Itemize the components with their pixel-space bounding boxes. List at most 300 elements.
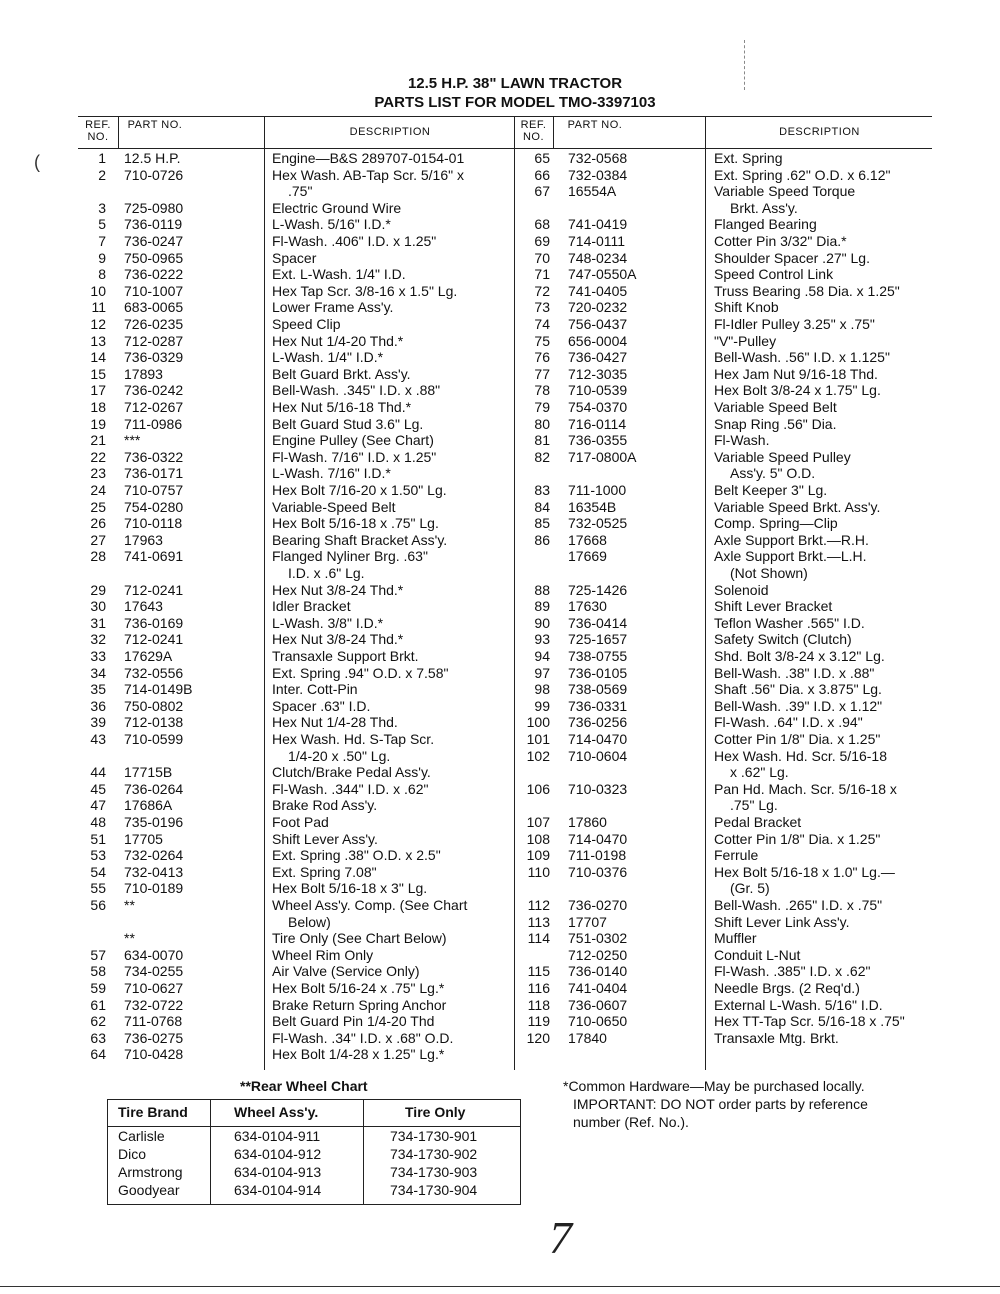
table-row [78,980,932,997]
part-no: 710-0376 [568,863,628,880]
table-top-border [78,116,932,117]
description: Variable-Speed Belt [272,498,396,515]
description: Ext. Spring .38" O.D. x 2.5" [272,847,441,864]
ref-no: 15 [90,365,106,382]
part-no: *** [124,432,141,449]
ref-no: 14 [90,349,106,366]
ref-no: 112 [527,897,550,913]
part-no: 710-0726 [124,166,184,183]
description: Transaxle Support Brkt. [272,648,419,664]
table-row [78,914,932,931]
description: Electric Ground Wire [272,199,402,216]
description: Engine Pulley (See Chart) [272,432,434,449]
ref-no: 2 [98,166,106,183]
wheel-chart-brand: Armstrong [118,1164,183,1180]
part-no: 683-0065 [124,299,184,316]
ref-no: 100 [526,714,550,731]
description: Variable Speed Pulley [714,448,851,465]
wheel-chart-wheel-assy: 634-0104-914 [234,1182,322,1198]
wheel-chart-divider-2 [363,1100,364,1204]
part-no: 736-0607 [568,996,628,1013]
description: Flanged Bearing [714,216,817,233]
description: Speed Clip [272,316,341,332]
ref-no: 82 [534,448,550,465]
part-no: 714-0111 [568,233,626,249]
ref-no: 79 [534,399,550,415]
description: Ext. Spring 7.08" [272,863,377,880]
ref-no: 13 [90,332,106,349]
ref-no: 78 [534,382,550,399]
part-no: 710-0650 [568,1013,628,1030]
part-no: 754-0280 [124,498,184,515]
parts-table [78,116,932,1070]
ref-no: 63 [90,1029,106,1046]
part-no: 736-0355 [568,432,628,449]
ref-no: 71 [534,266,550,283]
description: Air Valve (Service Only) [272,963,420,980]
ref-no: 84 [534,498,550,515]
ref-no: 86 [534,531,550,548]
part-no: 634-0070 [124,946,184,963]
ref-no: 56 [90,897,106,913]
description: Foot Pad [272,814,329,830]
description: Brake Rod Ass'y. [272,797,378,814]
description: Brake Return Spring Anchor [272,996,447,1013]
part-no: 712-3035 [568,365,628,382]
part-no: 732-0264 [124,847,184,864]
part-no: 710-0627 [124,980,184,996]
description: Shd. Bolt 3/8-24 x 3.12" Lg. [714,648,885,664]
part-no: 710-1007 [124,282,184,299]
ref-no: 54 [90,863,106,880]
table-row [78,548,932,565]
ref-no: 43 [90,731,106,747]
description: Fl-Wash. [714,432,770,449]
description: Hex Bolt 3/8-24 x 1.75" Lg. [714,382,881,399]
ref-no: 34 [90,664,106,681]
part-no: 710-0118 [124,515,183,532]
part-no: 725-0980 [124,199,184,216]
part-no: 736-0329 [124,349,184,366]
ref-no: 115 [527,963,550,980]
table-row [78,598,932,615]
part-no: 712-0241 [124,631,184,648]
ref-no: 10 [90,282,106,299]
description: Fl-Wash. .344" I.D. x .62" [272,780,429,797]
part-no: 736-0264 [124,780,184,797]
description: (Not Shown) [730,565,808,581]
description: Inter. Cott-Pin [272,681,358,698]
description: L-Wash. 5/16" I.D.* [272,216,391,233]
ref-no: 47 [90,797,106,814]
description: Ext. Spring .94" O.D. x 7.58" [272,664,449,681]
table-row [78,648,932,665]
description: Pan Hd. Mach. Scr. 5/16-18 x [714,780,897,797]
table-row [78,250,932,267]
wheel-chart-header-brand: Tire Brand [118,1104,188,1120]
ref-no: 45 [90,780,106,797]
description: Hex Bolt 5/16-18 x .75" Lg. [272,515,439,532]
ref-no: 94 [534,648,550,664]
ref-no: 64 [90,1046,106,1063]
part-no: 735-0196 [124,814,184,830]
description: Shift Lever Ass'y. [272,830,378,847]
table-row [78,880,932,897]
part-no: 17705 [124,830,163,847]
part-no: 711-0768 [124,1013,183,1030]
ref-no: 73 [534,299,550,316]
header-part-no-right: PART NO. [567,119,623,131]
wheel-chart-header-row [108,1100,520,1127]
part-no: 17893 [124,365,163,382]
table-row [78,847,932,864]
description: Bell-Wash. .39" I.D. x 1.12" [714,697,883,714]
part-no: 17669 [568,548,607,565]
ref-no: 88 [534,581,550,598]
description: Ass'y. 5" O.D. [730,465,816,482]
ref-no: 44 [90,764,106,781]
description: Shift Knob [714,299,779,316]
header-divider-2 [553,116,554,148]
description: Snap Ring .56" Dia. [714,415,837,432]
description: Variable Speed Brkt. Ass'y. [714,498,881,515]
ref-no: 36 [90,697,106,714]
table-row [78,681,932,698]
table-row [78,698,932,715]
part-no: 710-0757 [124,482,184,498]
table-row [78,963,932,980]
part-no: 741-0419 [568,216,628,233]
description: Variable Speed Torque [714,183,856,200]
part-no: 736-0270 [568,897,628,913]
part-no: 741-0691 [124,548,184,565]
table-row [78,781,932,798]
part-no: 732-0384 [568,166,628,183]
description: Engine—B&S 289707-0154-01 [272,150,465,166]
description: L-Wash. 7/16" I.D.* [272,465,391,482]
description: Hex Jam Nut 9/16-18 Thd. [714,365,878,382]
ref-no: 110 [527,863,550,880]
description: Hex Wash. AB-Tap Scr. 5/16" x [272,166,464,183]
part-no: 750-0965 [124,249,184,266]
part-no: 732-0525 [568,515,628,532]
part-no: 736-0247 [124,233,184,249]
part-no: 726-0235 [124,316,184,332]
document-subtitle: PARTS LIST FOR MODEL TMO-3397103 [374,94,656,111]
table-row [78,997,932,1014]
description: Variable Speed Belt [714,399,837,415]
table-row [78,764,932,781]
part-no: 732-0556 [124,664,184,681]
page-number: 7 [549,1212,572,1263]
part-no: 17860 [568,814,607,830]
description: Below) [288,913,331,930]
description: Idler Bracket [272,598,351,615]
description: Hex Wash. Hd. S-Tap Scr. [272,731,435,747]
table-row [78,167,932,184]
table-row [78,532,932,549]
table-row [78,216,932,233]
part-no: 714-0470 [568,830,628,847]
ref-no: 22 [90,448,106,465]
part-no: 736-0275 [124,1029,184,1046]
description: Flanged Nyliner Brg. .63" [272,548,428,565]
part-no: 710-0599 [124,731,184,747]
description: Spacer [272,249,317,266]
ref-no: 101 [526,731,550,747]
description: Wheel Ass'y. Comp. (See Chart [272,897,468,913]
description: Truss Bearing .58 Dia. x 1.25" [714,282,900,299]
part-no: 747-0550A [568,266,637,283]
header-description-right: DESCRIPTION [779,126,860,138]
table-row [78,748,932,765]
note-common-hardware: *Common Hardware—May be purchased locally. [563,1078,865,1094]
ref-no: 33 [90,648,106,664]
ref-no: 5 [98,216,106,233]
ref-no: 65 [534,150,550,166]
part-no: 17707 [568,913,607,930]
header-ref-no-left: REF. NO. [85,119,111,143]
ref-no: 120 [526,1029,550,1046]
header-description-left: DESCRIPTION [349,126,431,138]
table-row [78,316,932,333]
table-row [78,515,932,532]
part-no: 656-0004 [568,332,628,349]
description: Fl-Wash. .385" I.D. x .62" [714,963,871,980]
wheel-chart-header-tire: Tire Only [405,1104,466,1120]
table-row [78,399,932,416]
ref-no: 97 [534,664,550,681]
table-row [78,731,932,748]
part-no: 16354B [568,498,617,515]
wheel-chart-wheel-assy: 634-0104-913 [234,1164,322,1180]
description: L-Wash. 3/8" I.D.* [272,614,384,631]
wheel-chart-brand: Carlisle [118,1128,165,1144]
description: External L-Wash. 5/16" I.D. [714,996,883,1013]
description: Ext. L-Wash. 1/4" I.D. [272,266,406,283]
ref-no: 27 [90,531,106,548]
part-no: 738-0755 [568,648,628,664]
table-row [78,333,932,350]
part-no: 736-0256 [568,714,628,731]
part-no: 736-0119 [124,216,183,233]
part-no: ** [124,897,135,913]
table-row [78,615,932,632]
page-number-mark [537,1205,597,1265]
table-row [78,233,932,250]
ref-no: 118 [527,996,550,1013]
table-row [78,299,932,316]
description: Cotter Pin 3/32" Dia.* [714,233,847,249]
ref-no: 109 [526,847,550,864]
ref-no: 26 [90,515,106,532]
part-no: 710-0428 [124,1046,184,1063]
description: Bell-Wash. .345" I.D. x .88" [272,382,441,399]
ref-no: 106 [526,780,550,797]
part-no: 734-0255 [124,963,184,980]
ref-no: 32 [90,631,106,648]
part-no: 712-0267 [124,399,184,415]
table-row [78,582,932,599]
description: x .62" Lg. [730,764,789,781]
ref-no: 1 [98,150,106,166]
description: Belt Guard Pin 1/4-20 Thd [272,1013,435,1030]
table-row [78,283,932,300]
part-no: 732-0568 [568,150,628,166]
description: Shoulder Spacer .27" Lg. [714,249,870,266]
description: Hex Nut 1/4-20 Thd.* [272,332,404,349]
part-no: 756-0437 [568,316,628,332]
document-title: 12.5 H.P. 38" LAWN TRACTOR [407,75,623,92]
wheel-chart-header-wheel: Wheel Ass'y. [234,1104,319,1120]
description: Hex TT-Tap Scr. 5/16-18 x .75" [714,1013,905,1030]
ref-no: 99 [534,697,550,714]
part-no: 710-0323 [568,780,628,797]
ref-no: 74 [534,316,550,332]
table-row [78,947,932,964]
header-ref-no-right: REF. NO. [520,119,547,143]
ref-no: 35 [90,681,106,698]
table-row [78,449,932,466]
table-row [78,1046,932,1063]
part-no: 711-1000 [568,482,627,498]
table-row [78,1013,932,1030]
ref-no: 107 [526,814,550,830]
description: Belt Guard Brkt. Ass'y. [272,365,411,382]
description: Hex Bolt 5/16-18 x 1.0" Lg.— [714,863,895,880]
part-no: 732-0722 [124,996,184,1013]
ref-no: 3 [98,199,106,216]
part-no: 717-0800A [568,448,637,465]
table-header-divider [78,148,932,149]
ref-no: 67 [534,183,550,200]
part-no: 17643 [124,598,163,615]
description: Bell-Wash. .56" I.D. x 1.125" [714,349,890,366]
ref-no: 114 [527,930,550,947]
description: Belt Guard Stud 3.6" Lg. [272,415,424,432]
wheel-chart-tire-only: 734-1730-901 [390,1128,478,1144]
part-no: 17686A [124,797,173,814]
description: .75" [288,183,313,200]
description: Bell-Wash. .265" I.D. x .75" [714,897,883,913]
part-no: 12.5 H.P. [124,150,181,166]
part-no: 736-0414 [568,614,628,631]
part-no: 736-0105 [568,664,628,681]
ref-no: 61 [90,996,106,1013]
wheel-chart-tire-only: 734-1730-904 [390,1182,478,1198]
description: Ferrule [714,847,759,864]
table-row [78,465,932,482]
description: Cotter Pin 1/8" Dia. x 1.25" [714,731,881,747]
ref-no: 62 [90,1013,106,1030]
description: "V"-Pulley [714,332,777,349]
table-row [78,150,932,167]
part-no: 17668 [568,531,607,548]
description: Axle Support Brkt.—R.H. [714,531,869,548]
ref-no: 28 [90,548,106,565]
part-no: 725-1426 [568,581,628,598]
ref-no: 93 [534,631,550,648]
table-row [78,349,932,366]
part-no: 711-0198 [568,847,627,864]
description: Ext. Spring [714,150,783,166]
ref-no: 90 [534,614,550,631]
table-row [78,482,932,499]
wheel-chart-brand: Goodyear [118,1182,180,1198]
ref-no: 102 [526,747,550,764]
ref-no: 69 [534,233,550,249]
scan-artifact-mark: ( [34,152,40,172]
description: Pedal Bracket [714,814,802,830]
part-no: 736-0427 [568,349,628,366]
description: Hex Wash. Hd. Scr. 5/16-18 [714,747,887,764]
part-no: 712-0241 [124,581,184,598]
ref-no: 59 [90,980,106,996]
header-part-no-left: PART NO. [127,119,183,131]
part-no: 16554A [568,183,617,200]
description: Hex Nut 1/4-28 Thd. [272,714,398,731]
description: Belt Keeper 3" Lg. [714,482,828,498]
part-no: 741-0405 [568,282,628,299]
note-important: IMPORTANT: DO NOT order parts by reference [573,1096,868,1112]
part-no: 714-0470 [568,731,628,747]
table-row [78,266,932,283]
description: Cotter Pin 1/8" Dia. x 1.25" [714,830,881,847]
description: Lower Frame Ass'y. [272,299,394,316]
ref-no: 66 [534,166,550,183]
ref-no: 72 [534,282,550,299]
description: Hex Nut 3/8-24 Thd.* [272,631,404,648]
ref-no: 21 [90,432,106,449]
part-no: 710-0604 [568,747,628,764]
ref-no: 51 [90,830,106,847]
part-no: 712-0250 [568,946,628,963]
description: L-Wash. 1/4" I.D.* [272,349,384,366]
ref-no: 108 [526,830,550,847]
ref-no: 24 [90,482,106,498]
note-ref-no: number (Ref. No.). [573,1114,689,1130]
part-no: 741-0404 [568,980,628,996]
description: Shift Lever Link Ass'y. [714,913,850,930]
description: Fl-Wash. .64" I.D. x .94" [714,714,863,731]
table-row [78,864,932,881]
description: Hex Tap Scr. 3/8-16 x 1.5" Lg. [272,282,458,299]
ref-no: 30 [90,598,106,615]
description: Teflon Washer .565" I.D. [714,614,865,631]
part-no: 17629A [124,648,173,664]
table-row [78,797,932,814]
notes [563,1077,933,1131]
part-no: 732-0413 [124,863,184,880]
description: Spacer .63" I.D. [272,697,371,714]
part-no: 714-0149B [124,681,193,698]
table-row [78,631,932,648]
ref-no: 55 [90,880,106,897]
table-row [78,565,932,582]
description: Solenoid [714,581,769,598]
ref-no: 98 [534,681,550,698]
ref-no: 81 [534,432,550,449]
part-no: 712-0287 [124,332,184,349]
ref-no: 18 [90,399,106,415]
description: Fl-Wash. 7/16" I.D. x 1.25" [272,448,437,465]
ref-no: 8 [98,266,106,283]
description: .75" Lg. [730,797,778,814]
description: Wheel Rim Only [272,946,374,963]
table-row [78,382,932,399]
ref-no: 89 [534,598,550,615]
description: Hex Bolt 5/16-18 x 3" Lg. [272,880,428,897]
